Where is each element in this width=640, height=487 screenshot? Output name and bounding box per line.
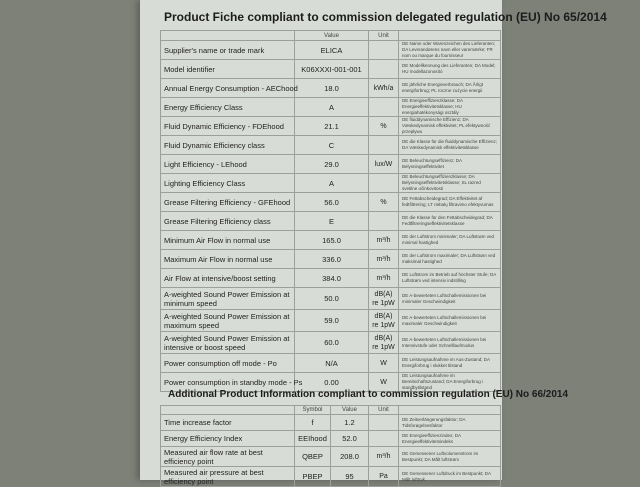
row-value: 21.1	[295, 117, 369, 136]
row-value: E	[295, 212, 369, 231]
table-row	[161, 269, 501, 288]
row-unit: m³/h	[369, 250, 399, 269]
row-unit	[369, 60, 399, 79]
row-value: 165.0	[295, 231, 369, 250]
row-label: Measured air flow rate at best efficiency point	[161, 447, 295, 467]
row-unit	[369, 174, 399, 193]
header-symbol: Symbol	[295, 406, 331, 415]
row-label: Light Efficiency - LEhood	[161, 155, 295, 174]
row-value: ELICA	[295, 41, 369, 60]
row-symbol: PBEP	[295, 467, 331, 487]
additional-info-table	[160, 405, 501, 487]
row-translation-note: DE Gemessener Luftvolumenstrom im Bestpunkt; DA Målt luftstrøm	[399, 447, 501, 467]
row-value: A	[295, 98, 369, 117]
row-translation-note: DE die Klasse für die fluiddynamische Effizienz; DA Væskedynamisk effektivitetsklasse	[399, 136, 501, 155]
row-value: 56.0	[295, 193, 369, 212]
row-label: Model identifier	[161, 60, 295, 79]
row-label: Air Flow at intensive/boost setting	[161, 269, 295, 288]
row-unit	[369, 212, 399, 231]
header-value: Value	[331, 406, 369, 415]
table-row	[161, 60, 501, 79]
header-unit: Unit	[369, 31, 399, 41]
table-row	[161, 98, 501, 117]
row-symbol: EEIhood	[295, 431, 331, 447]
table-row	[161, 310, 501, 332]
row-translation-note: DE Modellkennung des Lieferanten; DA Model; HU modellazonosító	[399, 60, 501, 79]
table-header-row	[161, 406, 501, 415]
row-unit: lux/W	[369, 155, 399, 174]
row-translation-note: DE A-bewerteten Luftschallemissionen bei minimaler Geschwindigkeit	[399, 288, 501, 310]
row-value: N/A	[295, 354, 369, 373]
table-row	[161, 288, 501, 310]
row-value: 18.0	[295, 79, 369, 98]
row-label: Annual Energy Consumption - AEChood	[161, 79, 295, 98]
section-title: Additional Product Information compliant to commission regulation (EU) No 66/2014	[168, 389, 569, 400]
row-translation-note: DE der Luftstrom maximaler; DA Luftstrøm ved maksimal hastighed	[399, 250, 501, 269]
row-value: 336.0	[295, 250, 369, 269]
row-label: Time increase factor	[161, 415, 295, 431]
row-symbol: QBEP	[295, 447, 331, 467]
table-row	[161, 212, 501, 231]
table-row	[161, 332, 501, 354]
row-label: Power consumption in standby mode - Ps	[161, 373, 295, 392]
table-row	[161, 79, 501, 98]
row-label: Minimum Air Flow in normal use	[161, 231, 295, 250]
row-label: A-weighted Sound Power Emission at minimum speed	[161, 288, 295, 310]
row-translation-note: DE Beleuchtungseffizienz; DA Belysningseffektivitet	[399, 155, 501, 174]
row-value: 95	[331, 467, 369, 487]
row-value: 208.0	[331, 447, 369, 467]
row-unit	[369, 431, 399, 447]
row-translation-note: DE Energieeffizienzindex; DA Energieeffektivitetsindeks	[399, 431, 501, 447]
row-unit: W	[369, 354, 399, 373]
row-translation-note: DE fluiddynamische Effizienz; DA Væskedynamisk effektivitet; PL efektywność przepływu	[399, 117, 501, 136]
row-translation-note: DE Leistungsaufnahme im Aus-Zustand; DA Energiforbrug i slukket tilstand	[399, 354, 501, 373]
table-row	[161, 136, 501, 155]
row-value: 0.00	[295, 373, 369, 392]
row-translation-note: DE Zeitverlängerungsfaktor; DA Tidsforøgelsesfaktor	[399, 415, 501, 431]
table-row	[161, 250, 501, 269]
header-value: Value	[295, 31, 369, 41]
table-row	[161, 467, 501, 487]
row-symbol: f	[295, 415, 331, 431]
row-unit: kWh/a	[369, 79, 399, 98]
row-value: 384.0	[295, 269, 369, 288]
row-label: Energy Efficiency Index	[161, 431, 295, 447]
table-row	[161, 447, 501, 467]
row-unit: %	[369, 193, 399, 212]
row-value: 1.2	[331, 415, 369, 431]
row-unit: m³/h	[369, 269, 399, 288]
row-label: Fluid Dynamic Efficiency class	[161, 136, 295, 155]
row-translation-note: DE Gemessener Luftdruck im Bestpunkt; DA Målt lufttryk	[399, 467, 501, 487]
row-label: Power consumption off mode - Po	[161, 354, 295, 373]
row-label: Lighting Efficiency Class	[161, 174, 295, 193]
row-unit: Pa	[369, 467, 399, 487]
row-value: C	[295, 136, 369, 155]
row-unit: dB(A) re 1pW	[369, 310, 399, 332]
row-value: 29.0	[295, 155, 369, 174]
table-row	[161, 41, 501, 60]
row-label: Grease Filtering Efficiency class	[161, 212, 295, 231]
row-unit	[369, 136, 399, 155]
row-unit: W	[369, 373, 399, 392]
row-unit: dB(A) re 1pW	[369, 288, 399, 310]
row-translation-note: DE die Klasse für den Fettabscheidegrad; DA Fedtfiltreringseffektivitetsklasse	[399, 212, 501, 231]
row-translation-note: DE Energieeffizienzklasse; DA Energieeffektivitetsklasse; HU energiahatékonysági osztály	[399, 98, 501, 117]
row-label: Fluid Dynamic Efficiency - FDEhood	[161, 117, 295, 136]
row-label: A-weighted Sound Power Emission at intensive or boost speed	[161, 332, 295, 354]
row-unit: m³/h	[369, 447, 399, 467]
row-value: 60.0	[295, 332, 369, 354]
row-label: Supplier's name or trade mark	[161, 41, 295, 60]
product-fiche-sheet	[140, 0, 607, 486]
row-value: K06XXXI-001-001	[295, 60, 369, 79]
row-unit: m³/h	[369, 231, 399, 250]
row-translation-note: DE A-bewerteten Luftschallemissionen bei Intensivstufe oder Schnelllaufmodus	[399, 332, 501, 354]
table-row	[161, 231, 501, 250]
row-label: A-weighted Sound Power Emission at maximum speed	[161, 310, 295, 332]
row-unit: %	[369, 117, 399, 136]
row-value: 50.0	[295, 288, 369, 310]
product-fiche-table	[160, 30, 501, 392]
row-translation-note: DE Leistungsaufnahme im Bereitschaftszustand; DA Energiforbrug i standbytilstand	[399, 373, 501, 392]
row-value: A	[295, 174, 369, 193]
row-translation-note: DE jährliche Energieverbrauch; DA Årligt energiforbrug; PL roczne zużycie energii	[399, 79, 501, 98]
table-row	[161, 117, 501, 136]
row-label: Measured air pressure at best efficiency point	[161, 467, 295, 487]
header-unit: Unit	[369, 406, 399, 415]
row-unit	[369, 415, 399, 431]
row-label: Grease Filtering Efficiency - GFEhood	[161, 193, 295, 212]
row-unit	[369, 98, 399, 117]
row-value: 59.0	[295, 310, 369, 332]
table-row	[161, 174, 501, 193]
page-title: Product Fiche compliant to commission delegated regulation (EU) No 65/2014	[164, 10, 607, 24]
row-translation-note: DE A-bewerteten Luftschallemissionen bei maximaler Geschwindigkeit	[399, 310, 501, 332]
table-row	[161, 193, 501, 212]
row-unit	[369, 41, 399, 60]
row-translation-note: DE der Luftstrom minimaler; DA Luftstrøm ved minimal hastighed	[399, 231, 501, 250]
table-header-row	[161, 31, 501, 41]
row-translation-note: DE Fettabscheidegrad; DA Effektivitet af fedtfiltrering; LT riebalų filtravimo efektyvumas	[399, 193, 501, 212]
table-row	[161, 431, 501, 447]
row-translation-note: DE Beleuchtungseffizienzklasse; DA Belysningseffektivitetsklasse; SL razred svetilne učinkovitosti	[399, 174, 501, 193]
table-row	[161, 415, 501, 431]
row-translation-note: DE Name oder Warenzeichen des Lieferanten; DA Leverandørens navn eller varemærke; FR nom ou marque du fournisseur	[399, 41, 501, 60]
table-row	[161, 155, 501, 174]
row-value: 52.0	[331, 431, 369, 447]
row-translation-note: DE Luftstrom im Betrieb auf höchster Stufe; DA Luftstrøm ved intensiv indstilling	[399, 269, 501, 288]
row-label: Maximum Air Flow in normal use	[161, 250, 295, 269]
table-row	[161, 354, 501, 373]
row-unit: dB(A) re 1pW	[369, 332, 399, 354]
row-label: Energy Efficiency Class	[161, 98, 295, 117]
